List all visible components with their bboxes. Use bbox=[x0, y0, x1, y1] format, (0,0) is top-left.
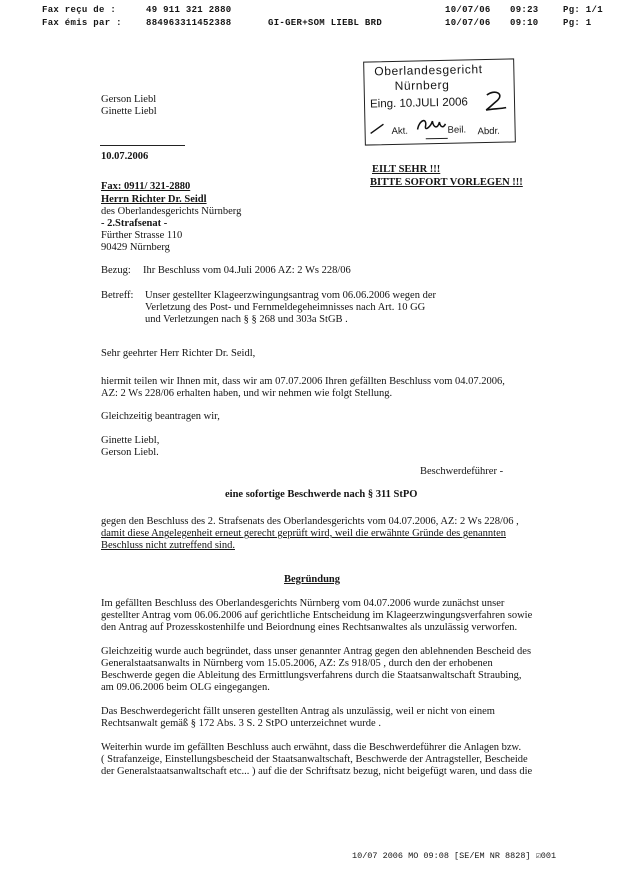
para4-line-2: ( Strafanzeige, Einstellungsbescheid der Staatsanwaltschaft, Beschwerde der Antragsteller, Bescheide bbox=[101, 754, 528, 765]
recipient-fax: Fax: 0911/ 321-2880 bbox=[101, 181, 191, 192]
stamp-court: Oberlandesgericht bbox=[374, 62, 483, 79]
motion-line-3: Beschluss nicht zutreffend sind. bbox=[101, 540, 235, 551]
letter-date: 10.07.2006 bbox=[101, 151, 149, 162]
fax-received-date: 10/07/06 bbox=[445, 5, 491, 15]
appellants-role: Beschwerdeführer - bbox=[420, 466, 504, 477]
stamp-received-date: Eing. 10.JULI 2006 bbox=[369, 96, 468, 111]
salutation: Sehr geehrter Herr Richter Dr. Seidl, bbox=[101, 348, 256, 359]
subject-line-1: Unser gestellter Klageerzwingungsantrag vom 06.06.2006 wegen der bbox=[145, 290, 436, 301]
para1-line-3: den Antrag auf Prozesskostenhilfe und Beiordnung eines Rechtsanwaltes als unzulässig verworfen. bbox=[101, 622, 518, 633]
urgent-line-1: EILT SEHR !!! bbox=[372, 164, 441, 175]
para2-line-1: Gleichzeitig wurde auch begründet, dass unser genannter Antrag gegen den ablehnenden Bescheid des bbox=[101, 646, 532, 657]
motion-line-2: damit diese Angelegenheit erneut gerecht geprüft wird, weil die erwähnte Gründe des genannten bbox=[101, 528, 506, 539]
fax-received-from-label: Fax reçu de : bbox=[42, 5, 117, 15]
para4-line-3: der Generalstaatsanwaltschaft etc... ) auf die der Schriftsatz bezug, nicht beigefügt waren, und dass die bbox=[101, 766, 533, 777]
reasoning-heading: Begründung bbox=[284, 574, 341, 585]
para4-line-1: Weiterhin wurde im gefällten Beschluss auch erwähnt, dass die Beschwerdeführer die Anlagen bzw. bbox=[101, 742, 522, 753]
subject-line-2: Verletzung des Post- und Fernmeldegeheimnisses nach Art. 10 GG bbox=[145, 302, 426, 313]
fax-sender-name: GI-GER+SOM LIEBL BRD bbox=[268, 18, 383, 28]
urgent-line-2: BITTE SOFORT VORLEGEN !!! bbox=[370, 177, 523, 188]
fax-sent-by-label: Fax émis par : bbox=[42, 18, 122, 28]
sender-line-2: Ginette Liebl bbox=[101, 106, 157, 117]
stamp-tick-mark-icon bbox=[369, 120, 385, 136]
subject-line-3: und Verletzungen nach § § 268 und 303a StGB . bbox=[145, 314, 348, 325]
fax-sent-page: Pg: 1 bbox=[563, 18, 592, 28]
appellant-1: Ginette Liebl, bbox=[101, 435, 160, 446]
fax-footer: 10/07 2006 MO 09:08 [SE/EM NR 8828] ☑001 bbox=[352, 851, 557, 861]
para3-line-1: Das Beschwerdegericht fällt unseren gestellten Antrag als unzulässig, weil er nicht von einem bbox=[101, 706, 495, 717]
motion-line-1: gegen den Beschluss des 2. Strafsenats des Oberlandesgerichts vom 04.07.2006, AZ: 2 Ws 228/06 , bbox=[101, 516, 519, 527]
subject-label: Betreff: bbox=[101, 290, 134, 301]
para2-line-3: Beschwerde gegen die Ableitung des Ermittlungsverfahrens durch die Staatsanwaltschaft Straubing, bbox=[101, 670, 522, 681]
reference-label: Bezug: bbox=[101, 265, 131, 276]
request-intro: Gleichzeitig beantragen wir, bbox=[101, 411, 220, 422]
stamp-initials-signature-icon bbox=[415, 113, 447, 136]
fax-received-from-number: 49 911 321 2880 bbox=[146, 5, 232, 15]
recipient-name: Herrn Richter Dr. Seidl bbox=[101, 194, 207, 205]
para1-line-1: Im gefällten Beschluss des Oberlandesgerichts Nürnberg vom 04.07.2006 wurde zunächst unser bbox=[101, 598, 505, 609]
stamp-city: Nürnberg bbox=[394, 77, 450, 93]
fax-received-page: Pg: 1/1 bbox=[563, 5, 603, 15]
motion-title: eine sofortige Beschwerde nach § 311 StPO bbox=[225, 489, 418, 500]
para3-line-2: Rechtsanwalt gemäß § 172 Abs. 3 S. 2 StPO unterzeichnet wurde . bbox=[101, 718, 381, 729]
stamp-handwritten-mark-icon bbox=[483, 90, 509, 113]
recipient-senate: - 2.Strafsenat - bbox=[101, 218, 168, 229]
court-receipt-stamp bbox=[363, 58, 516, 145]
reference-text: Ihr Beschluss vom 04.Juli 2006 AZ: 2 Ws 228/06 bbox=[143, 265, 351, 276]
para1-line-2: gestellter Antrag vom 06.06.2006 auf gerichtliche Entscheidung im Klageerzwingungsverfahren sowie bbox=[101, 610, 533, 621]
stamp-beil: Beil. bbox=[447, 124, 467, 136]
fax-sent-date: 10/07/06 bbox=[445, 18, 491, 28]
recipient-court: des Oberlandesgerichts Nürnberg bbox=[101, 206, 242, 217]
recipient-street: Fürther Strasse 110 bbox=[101, 230, 183, 241]
sender-line-1: Gerson Liebl bbox=[101, 94, 157, 105]
stamp-abdr: Abdr. bbox=[477, 125, 500, 138]
intro-line-1: hiermit teilen wir Ihnen mit, dass wir am 07.07.2006 Ihren gefällten Beschluss vom 04.07.2006, bbox=[101, 376, 505, 387]
intro-line-2: AZ: 2 Ws 228/06 erhalten haben, und wir nehmen wie folgt Stellung. bbox=[101, 388, 393, 399]
recipient-city: 90429 Nürnberg bbox=[101, 242, 170, 253]
fax-sent-by-number: 884963311452388 bbox=[146, 18, 232, 28]
para2-line-4: am 09.06.2006 beim OLG eingegangen. bbox=[101, 682, 270, 693]
fax-received-time: 09:23 bbox=[510, 5, 539, 15]
stamp-akt: Akt. bbox=[391, 125, 409, 138]
para2-line-2: Generalstaatsanwalts in Nürnberg vom 15.05.2006, AZ: Zs 918/05 , durch den der erhobenen bbox=[101, 658, 493, 669]
fax-sent-time: 09:10 bbox=[510, 18, 539, 28]
sender-divider bbox=[100, 145, 185, 146]
appellant-2: Gerson Liebl. bbox=[101, 447, 159, 458]
